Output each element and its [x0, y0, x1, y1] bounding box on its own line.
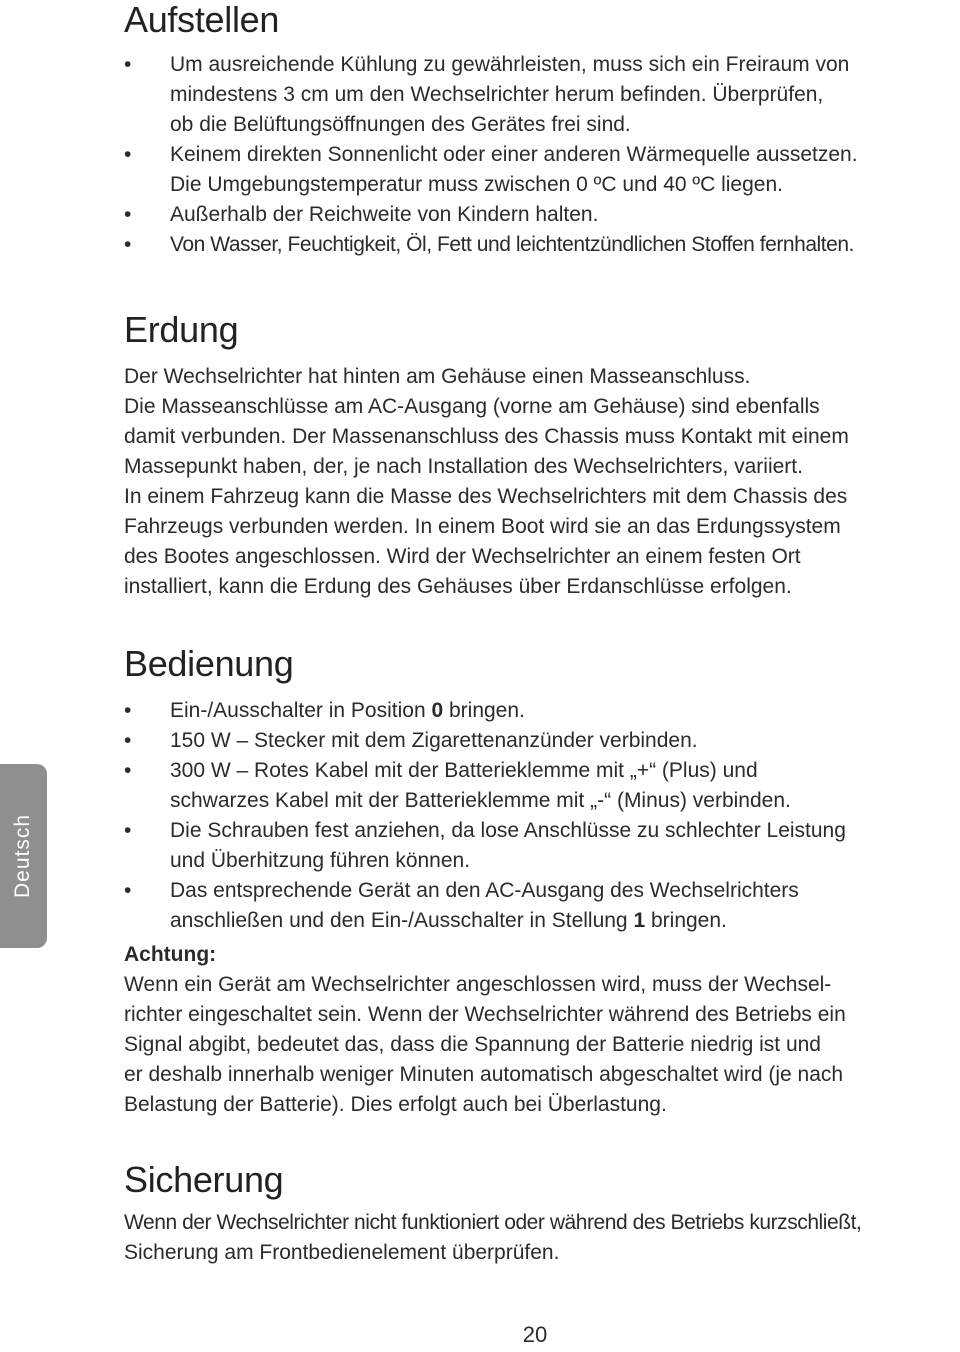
bullet-icon: • [124, 53, 132, 76]
section-aufstellen [124, 0, 954, 260]
erdung-paragraph: Der Wechselrichter hat hinten am Gehäuse einen Masseanschluss. Die Masseanschlüsse am AC-Ausgang (vorne am Gehäuse) sind ebenfalls damit verbunden. Der Massenanschluss des Chassis muss Kontakt mit einem Massepunkt haben, der, je nach Installation des Wechselrichters, variiert. In einem Fahrzeug kann die Masse des Wechselrichters mit dem Chassis des Fahrzeugs verbunden werden. In einem Boot wird sie an das Erdungssystem des Bootes angeschlossen. Wird der Wechselrichter an einem festen Ort installiert, kann die Erdung des Gehäuses über Erdanschlüsse erfolgen. [124, 365, 849, 598]
bullet-icon: • [124, 879, 132, 902]
sicherung-paragraph: Wenn der Wechselrichter nicht funktioniert oder während des Betriebs kurzschließt, Sicherung am Frontbedienelement überprüfen. [124, 1211, 862, 1264]
achtung-paragraph: Wenn ein Gerät am Wechselrichter angeschlossen wird, muss der Wechsel- richter eingeschaltet sein. Wenn der Wechselrichter während des Betriebs ein Signal abgibt, bedeutet das, dass die Spannung der Batterie niedrig ist und er deshalb innerhalb weniger Minuten automatisch abgeschaltet wird (je nach Belastung der Batterie). Dies erfolgt auch bei Überlastung. [124, 973, 846, 1116]
bullet-icon: • [124, 143, 132, 166]
list-item: • Keinem direkten Sonnenlicht oder einer anderen Wärmequelle aussetzen. Die Umgebungstemperatur muss zwischen 0 ºC und 40 ºC liegen. [124, 140, 954, 200]
section-erdung [124, 310, 954, 602]
list-item: • Ein-/Ausschalter in Position 0 bringen. [124, 696, 954, 726]
bullet-icon: • [124, 759, 132, 782]
list-item: • 150 W – Stecker mit dem Zigarettenanzünder verbinden. [124, 726, 954, 756]
page-number: 20 [522, 1322, 548, 1347]
side-tab-label: Deutsch [11, 813, 34, 899]
heading-erdung: Erdung [124, 309, 239, 350]
language-side-tab [0, 764, 47, 948]
section-sicherung [124, 1160, 954, 1268]
bedienung-list [124, 696, 954, 936]
aufstellen-list [124, 50, 954, 260]
list-item: • Von Wasser, Feuchtigkeit, Öl, Fett und leichtentzündlichen Stoffen fernhalten. [124, 230, 954, 260]
bullet-icon: • [124, 729, 132, 752]
heading-aufstellen: Aufstellen [124, 0, 280, 40]
list-item: • Um ausreichende Kühlung zu gewährleisten, muss sich ein Freiraum von mindestens 3 cm um den Wechselrichter herum befinden. Überprüfen, ob die Belüftungsöffnungen des Gerätes frei sind. [124, 50, 954, 140]
bullet-icon: • [124, 233, 132, 256]
heading-sicherung: Sicherung [124, 1159, 284, 1200]
list-item: • Das entsprechende Gerät an den AC-Ausgang des Wechselrichters anschließen und den Ein-/Ausschalter in Stellung 1 bringen. [124, 876, 954, 936]
achtung-label: Achtung: [124, 943, 217, 966]
heading-bedienung: Bedienung [124, 643, 294, 684]
bullet-icon: • [124, 699, 132, 722]
section-bedienung [124, 644, 954, 1120]
bullet-icon: • [124, 203, 132, 226]
bullet-icon: • [124, 819, 132, 842]
list-item: • 300 W – Rotes Kabel mit der Batterieklemme mit „+“ (Plus) und schwarzes Kabel mit der Batterieklemme mit „-“ (Minus) verbinden. [124, 756, 954, 816]
page-content [124, 0, 954, 1268]
list-item: • Außerhalb der Reichweite von Kindern halten. [124, 200, 954, 230]
list-item: • Die Schrauben fest anziehen, da lose Anschlüsse zu schlechter Leistung und Überhitzung führen können. [124, 816, 954, 876]
